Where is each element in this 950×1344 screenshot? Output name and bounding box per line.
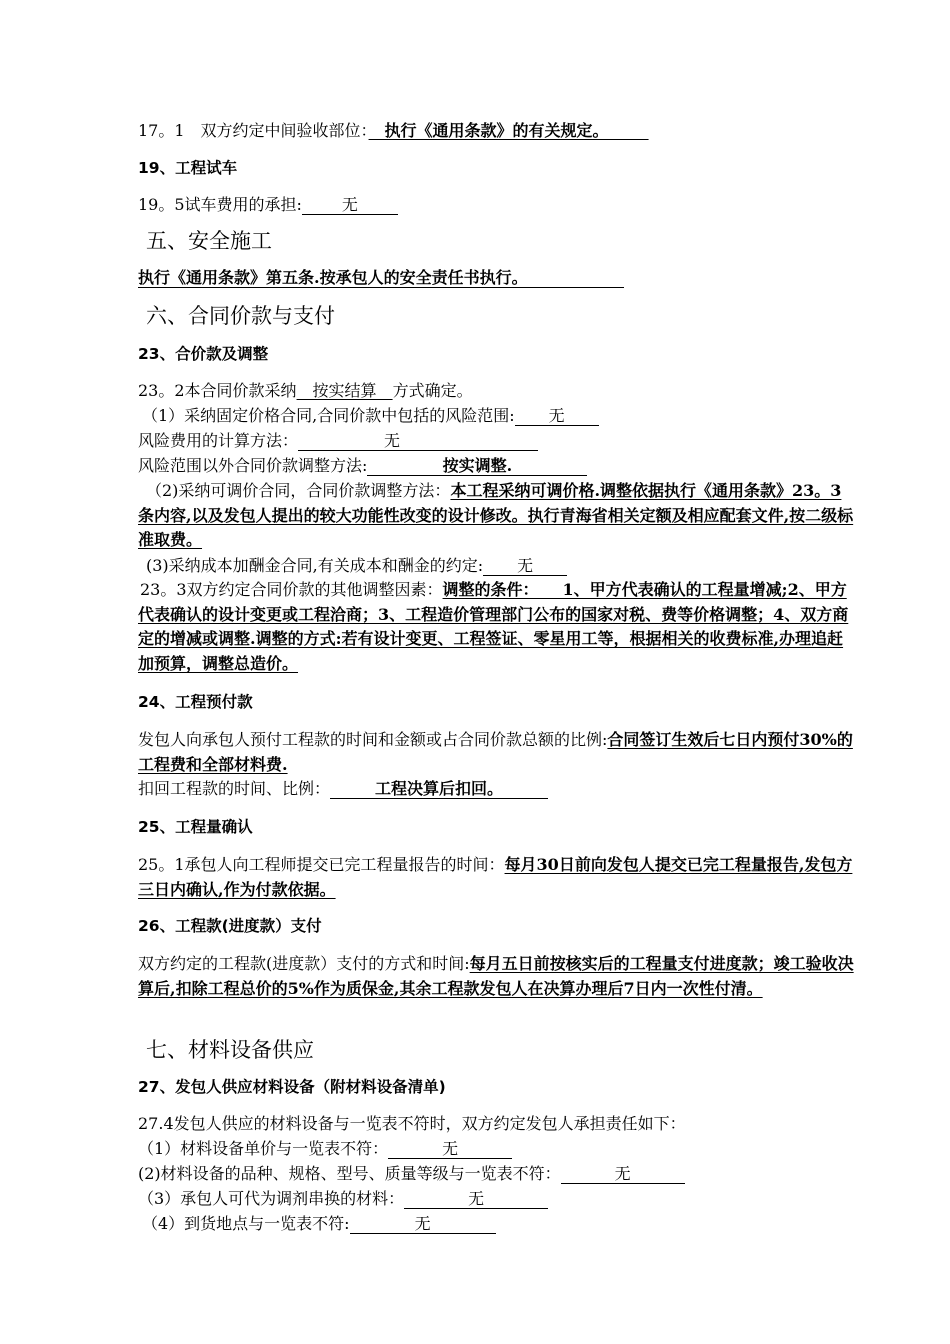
clause-19-5 [138, 195, 398, 215]
deduct-label: 扣回工程款的时间、比例： [138, 779, 331, 798]
delivery-place-value: 无 [350, 1215, 496, 1234]
delivery-place-label: （4）到货地点与一览表不符: [142, 1214, 350, 1233]
clause-24-advance [138, 728, 854, 777]
clause-27-4-3 [138, 1189, 548, 1209]
heading-25: 25、工程量确认 [138, 818, 253, 836]
cost-plus-value: 无 [483, 557, 567, 576]
clause-27-4-1 [138, 1139, 512, 1159]
clause-27-4-4 [142, 1214, 496, 1234]
clause-23-2-label: 23。2本合同价款采纳 [138, 381, 297, 400]
heading-24: 24、工程预付款 [138, 693, 253, 711]
section-5-heading: 五、安全施工 [146, 229, 272, 253]
clause-17-1-value: 执行《通用条款》的有关规定。 [368, 121, 649, 140]
clause-23-2 [138, 381, 473, 401]
clause-19-5-label: 19。5试车费用的承担: [138, 195, 302, 214]
clause-23-2-2 [138, 479, 854, 553]
progress-payment-label: 双方约定的工程款(进度款）支付的方式和时间: [138, 954, 470, 973]
clause-27-4-2 [138, 1164, 685, 1184]
risk-fee-method-fill [298, 432, 538, 451]
heading-26: 26、工程款(进度款）支付 [138, 917, 322, 935]
section-5-text [138, 268, 624, 288]
outside-risk-method-label: 风险范围以外合同价款调整方法: [138, 456, 368, 475]
adjustable-price-label: （2)采纳可调价合同，合同价款调整方法： [146, 481, 451, 500]
clause-23-2-3 [146, 556, 567, 576]
other-adjust-value: 调整的条件： 1、甲方代表确认的工程量增减;2、甲方代表确认的设计变更或工程洽商；3、工程造价管理部门公布的国家对税、费等价格调整；4、双方商定的增减或调整.调整的方式:若有设计变更、工程签证、零星用工等，根据相关的收费标准,办理追赶加预算，调整总造价。 [138, 580, 849, 673]
outside-risk-method [138, 456, 587, 476]
risk-fee-method-label: 风险费用的计算方法： [138, 431, 299, 450]
advance-payment-value: 合同签订生效后七日内预付30%的工程费和全部材料费. [138, 730, 853, 774]
outside-risk-method-value: 按实调整. [367, 457, 587, 476]
clause-23-2-1 [142, 406, 599, 426]
heading-27: 27、发包人供应材料设备（附材料设备清单) [138, 1078, 446, 1096]
other-adjust-label: 23。3双方约定合同价款的其他调整因素： [140, 580, 443, 599]
fixed-price-risk-value: 无 [515, 407, 599, 426]
clause-26 [138, 952, 854, 1001]
progress-payment-value: 每月五日前按核实后的工程量支付进度款；竣工验收决算后,扣除工程总价的5%作为质保金,其余工程款发包人在决算办理 [138, 954, 854, 998]
substitute-label: （3）承包人可代为调剂串换的材料： [138, 1189, 405, 1208]
spec-mismatch-label: (2)材料设备的品种、规格、型号、质量等级与一览表不符： [138, 1164, 561, 1183]
heading-19: 19、工程试车 [138, 159, 238, 177]
section-7-heading: 七、材料设备供应 [146, 1038, 314, 1062]
cost-plus-label: (3)采纳成本加酬金合同,有关成本和酬金的约定: [146, 556, 484, 575]
clause-17-1-label: 17。1 双方约定中间验收部位： [138, 121, 369, 140]
deduct-value: 工程决算后扣回。 [330, 780, 548, 799]
unit-price-label: （1）材料设备单价与一览表不符： [138, 1139, 389, 1158]
progress-payment-tail: 后7日内一次性付清。 [607, 978, 763, 998]
section-6-heading: 六、合同价款与支付 [146, 304, 335, 328]
unit-price-value: 无 [388, 1140, 512, 1159]
clause-23-3 [138, 578, 854, 676]
clause-25-1 [138, 853, 854, 902]
clause-24-deduct [138, 779, 548, 799]
clause-23-2-value: 按实结算 [296, 381, 393, 400]
fixed-price-risk-label: （1）采纳固定价格合同,合同价款中包括的风险范围: [142, 406, 515, 425]
advance-payment-label: 发包人向承包人预付工程款的时间和金额或占合同价款总额的比例: [138, 730, 608, 749]
clause-17-1 [138, 121, 649, 141]
spec-mismatch-value: 无 [561, 1165, 685, 1184]
risk-fee-method-value: 无 [384, 431, 401, 450]
adjustable-price-value: 本工程采纳可调价格.调整依据执行《通用条款》23。3条内容,以及发包人提出的较大功能性改变的设计修改。执行青海省相关定额及相应配套文件,按二级标准取费。 [138, 481, 854, 549]
clause-27-4: 27.4发包人供应的材料设备与一览表不符时，双方约定发包人承担责任如下： [138, 1114, 686, 1133]
heading-23: 23、合价款及调整 [138, 345, 269, 363]
quantity-report-label: 25。1承包人向工程师提交已完工程量报告的时间： [138, 855, 505, 874]
risk-fee-method [138, 431, 538, 451]
clause-19-5-value: 无 [302, 196, 398, 215]
substitute-value: 无 [404, 1190, 548, 1209]
section-5-value: 执行《通用条款》第五条.按承包人的安全责任书执行。 [138, 269, 624, 288]
quantity-report-value: 每月30日前向发包人提交已完工程量报告,发包方三日内确认,作为付款依据。 [138, 855, 853, 899]
clause-23-2-suffix: 方式确定。 [392, 381, 473, 400]
